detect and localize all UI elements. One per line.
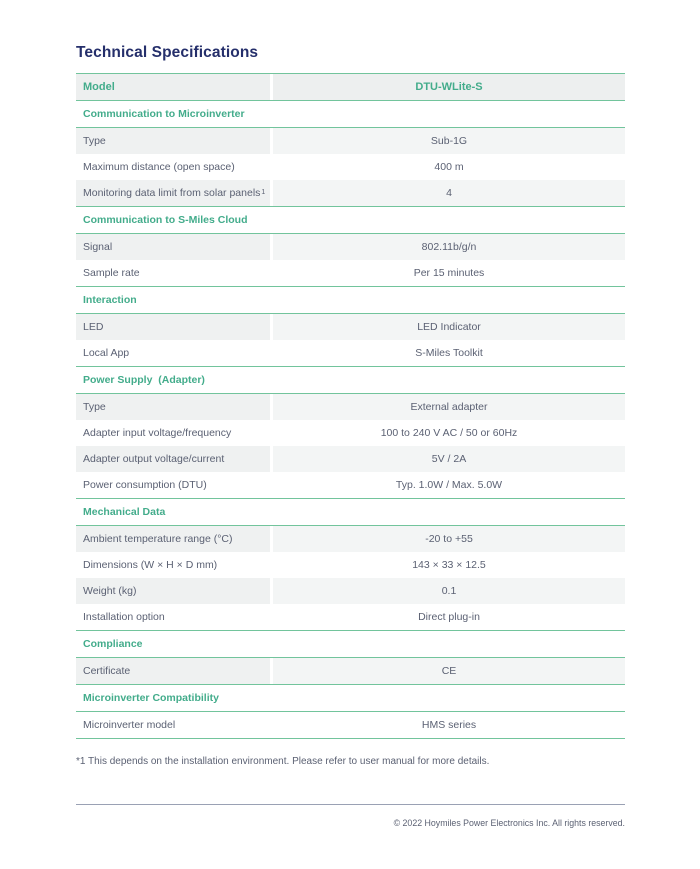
spec-label — [76, 604, 270, 630]
spec-row — [76, 234, 625, 260]
spec-value: HMS series — [421, 719, 477, 731]
spec-value: 400 m — [434, 161, 464, 173]
spec-label — [76, 314, 270, 340]
section-rows — [76, 712, 625, 739]
spec-label — [76, 658, 270, 684]
spec-row — [76, 578, 625, 604]
copyright-text: © 2022 Hoymiles Power Electronics Inc. All rights reserved. — [393, 818, 625, 828]
spec-row — [76, 552, 625, 578]
section-rows — [76, 394, 625, 499]
spec-row — [76, 180, 625, 206]
spec-label — [76, 526, 270, 552]
spec-row — [76, 340, 625, 366]
spec-label — [76, 712, 270, 738]
spec-label-text: Certificate — [83, 665, 131, 677]
spec-row — [76, 658, 625, 684]
spec-row — [76, 472, 625, 498]
spec-value: Direct plug-in — [418, 611, 480, 623]
section-rows — [76, 526, 625, 631]
spec-label — [76, 340, 270, 366]
section-title-label: Interaction — [83, 294, 137, 306]
spec-value: External adapter — [273, 394, 625, 420]
spec-label-text: Dimensions (W × H × D mm) — [83, 559, 218, 571]
section-title — [76, 367, 625, 394]
spec-value: 0.1 — [273, 578, 625, 604]
spec-row — [76, 526, 625, 552]
section-title-label: Mechanical Data — [83, 506, 166, 518]
table-header-row — [76, 73, 625, 101]
spec-label-text: Local App — [83, 347, 130, 359]
section-interaction — [76, 287, 625, 367]
spec-value: CE — [273, 658, 625, 684]
section-communication-to-microinverter — [76, 101, 625, 207]
spec-value: -20 to +55 — [273, 526, 625, 552]
spec-label — [76, 446, 270, 472]
spec-value: LED Indicator — [273, 314, 625, 340]
section-rows — [76, 128, 625, 207]
spec-label — [76, 154, 270, 180]
spec-label — [76, 552, 270, 578]
section-title — [76, 499, 625, 526]
section-title — [76, 631, 625, 658]
spec-label — [76, 394, 270, 420]
section-title — [76, 685, 625, 712]
spec-label-text: LED — [83, 321, 104, 333]
spec-value: Typ. 1.0W / Max. 5.0W — [395, 479, 503, 491]
spec-value: 5V / 2A — [273, 446, 625, 472]
spec-label-text: Sample rate — [83, 267, 140, 279]
spec-label-text: Type — [83, 135, 106, 147]
spec-label — [76, 420, 270, 446]
spec-value: 143 × 33 × 12.5 — [412, 559, 486, 571]
section-rows — [76, 234, 625, 287]
spec-label — [76, 578, 270, 604]
section-rows — [76, 658, 625, 685]
footnote: *1 This depends on the installation environment. Please refer to user manual for more details. — [76, 756, 490, 767]
model-header-cell: Model — [76, 74, 270, 100]
section-title-label: Compliance — [83, 638, 143, 650]
spec-label — [76, 128, 270, 154]
spec-row — [76, 446, 625, 472]
spec-value: 100 to 240 V AC / 50 or 60Hz — [380, 427, 518, 439]
spec-row — [76, 712, 625, 738]
spec-row — [76, 260, 625, 286]
section-title-label: Power Supply (Adapter) — [83, 374, 205, 386]
spec-label — [76, 234, 270, 260]
section-communication-to-smiles-cloud — [76, 207, 625, 287]
page-footer — [76, 804, 625, 831]
section-title — [76, 287, 625, 314]
spec-label-text: Microinverter model — [83, 719, 176, 731]
spec-label-text: Monitoring data limit from solar panels — [83, 187, 261, 199]
spec-value: Per 15 minutes — [413, 267, 485, 279]
spec-label-text: Ambient temperature range (°C) — [83, 533, 233, 545]
spec-value: 4 — [273, 180, 625, 206]
spec-value: Sub-1G — [273, 128, 625, 154]
section-rows — [76, 314, 625, 367]
section-title-label: Communication to Microinverter — [83, 108, 245, 120]
spec-row — [76, 394, 625, 420]
spec-label — [76, 472, 270, 498]
spec-table — [76, 73, 625, 739]
spec-label-text: Maximum distance (open space) — [83, 161, 235, 173]
spec-row — [76, 604, 625, 630]
spec-value: S-Miles Toolkit — [415, 347, 483, 359]
spec-label-text: Adapter input voltage/frequency — [83, 427, 232, 439]
section-title-label: Communication to S-Miles Cloud — [83, 214, 248, 226]
spec-label-text: Power consumption (DTU) — [83, 479, 207, 491]
spec-row — [76, 154, 625, 180]
spec-label-text: Weight (kg) — [83, 585, 137, 597]
spec-label-text: Installation option — [83, 611, 165, 623]
spec-label-text: Adapter output voltage/current — [83, 453, 225, 465]
section-compliance — [76, 631, 625, 685]
spec-label-text: Signal — [83, 241, 113, 253]
section-title — [76, 101, 625, 128]
spec-row — [76, 314, 625, 340]
section-power-supply-adapter — [76, 367, 625, 499]
spec-row — [76, 420, 625, 446]
section-microinverter-compatibility — [76, 685, 625, 739]
spec-label-text: Type — [83, 401, 106, 413]
spec-value: 802.11b/g/n — [273, 234, 625, 260]
model-value-cell: DTU-WLite-S — [273, 74, 625, 100]
spec-row — [76, 128, 625, 154]
section-title-label: Microinverter Compatibility — [83, 692, 219, 704]
spec-label — [76, 260, 270, 286]
section-mechanical-data — [76, 499, 625, 631]
spec-label: Monitoring data limit from solar panels 1 — [76, 180, 270, 206]
section-title — [76, 207, 625, 234]
page-title: Technical Specifications — [76, 44, 259, 61]
